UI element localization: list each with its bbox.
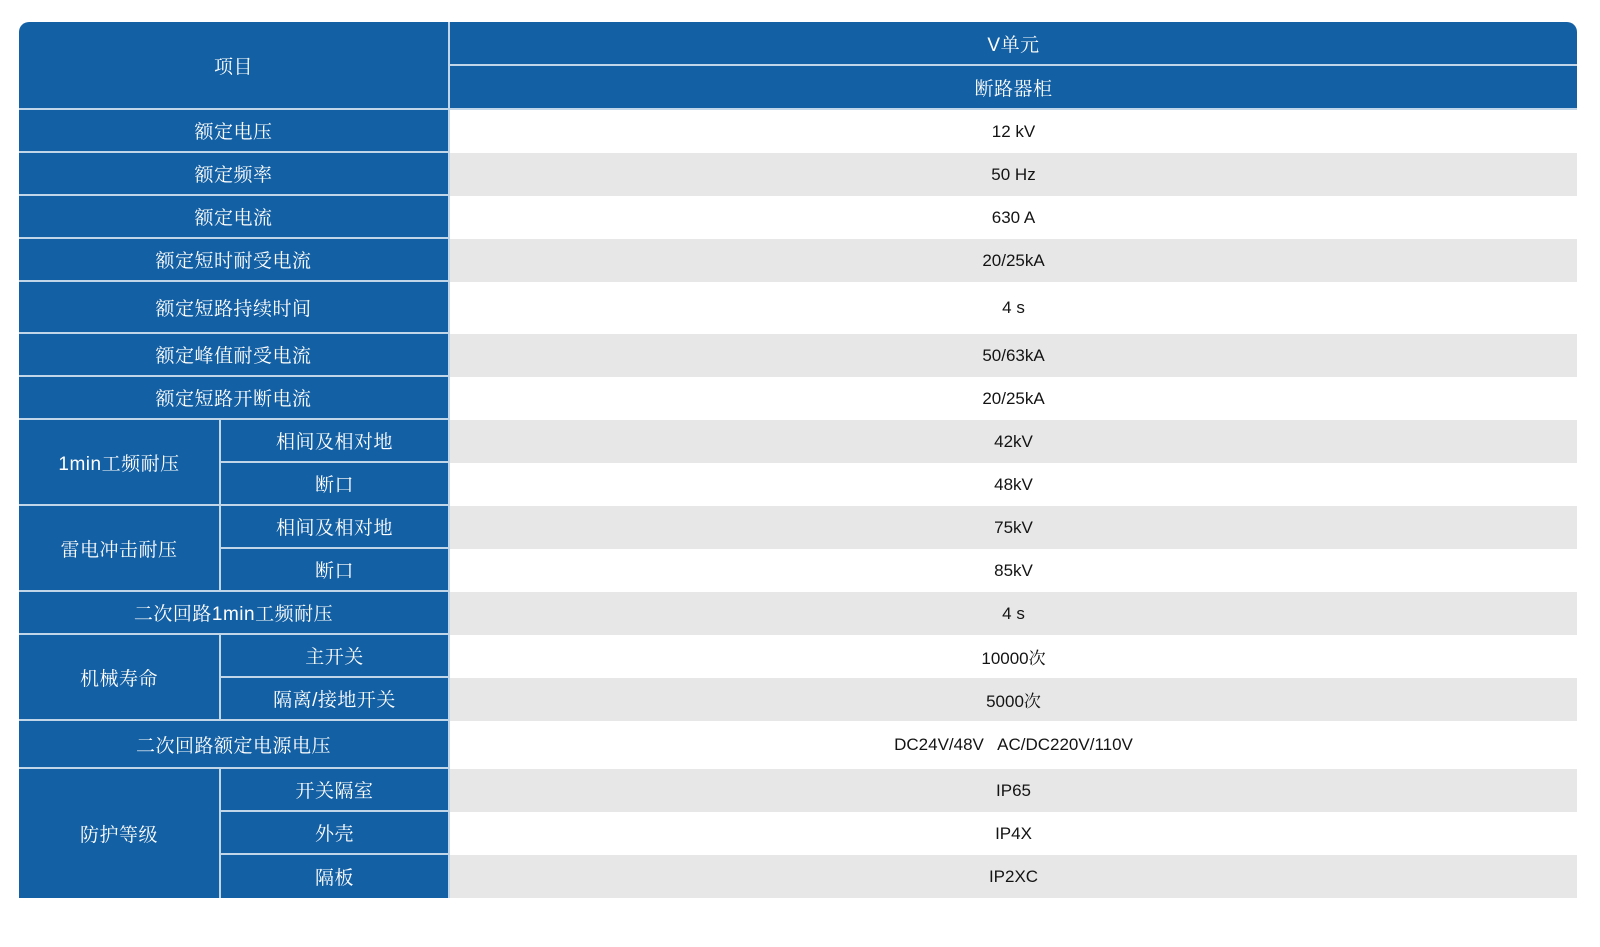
row-value-isolating-switch: 5000次 [450,678,1577,721]
table-row [19,769,1577,812]
table-row [19,463,1577,506]
row-label-secondary-supply-voltage: 二次回路额定电源电压 [19,721,450,769]
row-value-enclosure: IP4X [450,812,1577,855]
table-row [19,110,1577,153]
table-row [19,506,1577,549]
sub-label-isolating-switch: 隔离/接地开关 [221,678,450,721]
table-row [19,855,1577,898]
table-row [19,678,1577,721]
header-unit-cell: V单元 [450,22,1577,66]
row-value-rated-voltage: 12 kV [450,110,1577,153]
spec-table [19,22,1577,898]
table-row [19,239,1577,282]
row-value-lightning-phase: 75kV [450,506,1577,549]
row-label-breaking-current: 额定短路开断电流 [19,377,450,420]
sub-label-lightning-gap: 断口 [221,549,450,592]
row-value-secondary-supply-voltage: DC24V/48V AC/DC220V/110V [450,721,1577,769]
row-value-partition: IP2XC [450,855,1577,898]
sub-label-power-freq-phase: 相间及相对地 [221,420,450,463]
table-row [19,721,1577,769]
table-row [19,420,1577,463]
table-row [19,812,1577,855]
spec-table-grid [19,22,1577,898]
row-label-short-time-withstand: 额定短时耐受电流 [19,239,450,282]
row-value-lightning-gap: 85kV [450,549,1577,592]
group-label-protection-degree: 防护等级 [19,769,221,898]
row-label-rated-current: 额定电流 [19,196,450,239]
sub-label-power-freq-gap: 断口 [221,463,450,506]
header-item-cell: 项目 [19,22,450,110]
table-row [19,196,1577,239]
row-value-rated-current: 630 A [450,196,1577,239]
sub-label-main-switch: 主开关 [221,635,450,678]
row-label-peak-withstand: 额定峰值耐受电流 [19,334,450,377]
header-cabinet-cell: 断路器柜 [450,66,1577,110]
row-value-rated-frequency: 50 Hz [450,153,1577,196]
row-label-short-circuit-duration: 额定短路持续时间 [19,282,450,334]
row-value-power-freq-gap: 48kV [450,463,1577,506]
row-label-rated-frequency: 额定频率 [19,153,450,196]
table-row [19,635,1577,678]
sub-label-lightning-phase: 相间及相对地 [221,506,450,549]
row-value-peak-withstand: 50/63kA [450,334,1577,377]
row-value-short-circuit-duration: 4 s [450,282,1577,334]
row-value-short-time-withstand: 20/25kA [450,239,1577,282]
row-label-rated-voltage: 额定电压 [19,110,450,153]
sub-label-enclosure: 外壳 [221,812,450,855]
row-value-breaking-current: 20/25kA [450,377,1577,420]
table-row [19,549,1577,592]
row-label-secondary-power-freq: 二次回路1min工频耐压 [19,592,450,635]
group-label-lightning-impulse: 雷电冲击耐压 [19,506,221,592]
table-row [19,592,1577,635]
group-label-mechanical-life: 机械寿命 [19,635,221,721]
sub-label-partition: 隔板 [221,855,450,898]
table-row [19,282,1577,334]
table-row [19,334,1577,377]
table-row [19,153,1577,196]
row-value-power-freq-phase: 42kV [450,420,1577,463]
sub-label-switch-compartment: 开关隔室 [221,769,450,812]
table-row [19,377,1577,420]
row-value-secondary-power-freq: 4 s [450,592,1577,635]
row-value-switch-compartment: IP65 [450,769,1577,812]
group-label-power-freq-withstand: 1min工频耐压 [19,420,221,506]
row-value-main-switch: 10000次 [450,635,1577,678]
